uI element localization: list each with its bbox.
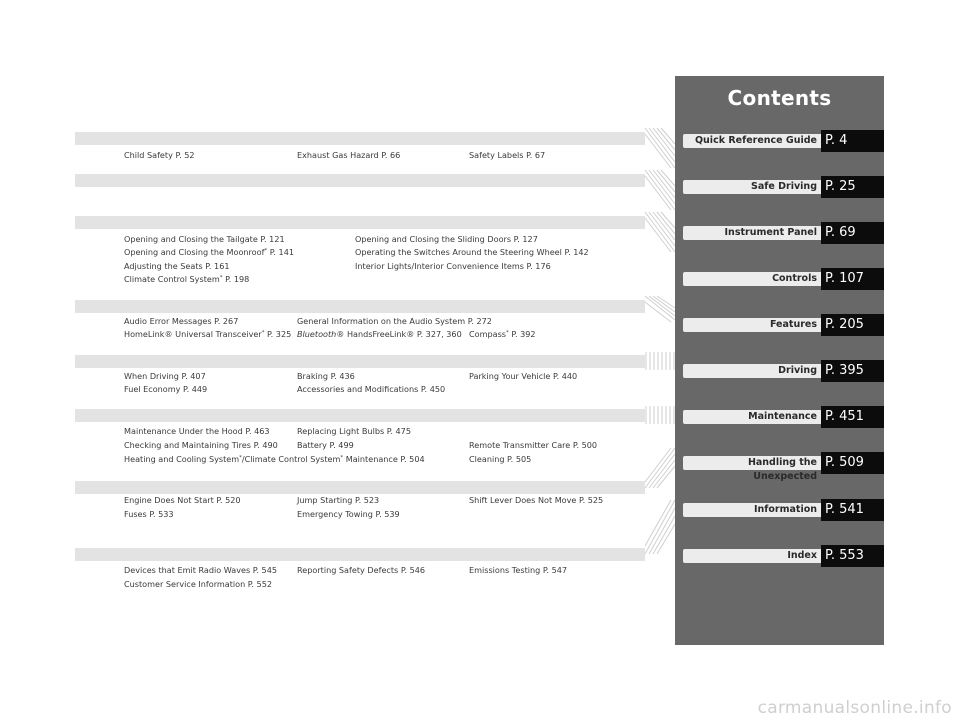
tab-page-number: P. 69 (821, 222, 884, 244)
section-band-driving (75, 355, 645, 368)
toc-entry[interactable]: Adjusting the Seats P. 161 (124, 261, 230, 271)
tab-features[interactable] (675, 314, 884, 336)
toc-entry[interactable]: Checking and Maintaining Tires P. 490 (124, 440, 278, 450)
toc-entry[interactable]: Engine Does Not Start P. 520 (124, 495, 241, 505)
option-asterisk: * (340, 455, 344, 461)
toc-entry[interactable]: Braking P. 436 (297, 371, 355, 381)
hatch-connector (645, 170, 679, 210)
toc-entry[interactable]: Battery P. 499 (297, 440, 354, 450)
toc-entry-page: P. 392 (511, 329, 536, 339)
hatch-connector (645, 406, 679, 446)
toc-entry[interactable]: Exhaust Gas Hazard P. 66 (297, 150, 401, 160)
tab-index[interactable] (675, 545, 884, 567)
tab-safe-driving[interactable] (675, 176, 884, 198)
toc-entry[interactable]: Jump Starting P. 523 (297, 495, 380, 505)
section-band-information (75, 548, 645, 561)
tab-label: Controls (683, 272, 821, 286)
section-band-instrument-panel (75, 174, 645, 187)
toc-entry-text: HomeLink® Universal Transceiver (124, 329, 262, 339)
option-asterisk: * (261, 330, 265, 336)
toc-entry[interactable]: Audio Error Messages P. 267 (124, 316, 239, 326)
toc-entry-page: Maintenance P. 504 (345, 454, 425, 464)
toc-entry[interactable] (124, 454, 425, 464)
tab-label: Index (683, 549, 821, 563)
option-asterisk: * (239, 455, 242, 461)
tab-page-number: P. 4 (821, 130, 884, 152)
toc-entry[interactable]: When Driving P. 407 (124, 371, 206, 381)
tab-page-number: P. 395 (821, 360, 884, 382)
option-asterisk: * (506, 330, 509, 336)
tab-label: Maintenance (683, 410, 821, 424)
toc-entry[interactable] (124, 247, 294, 257)
tab-controls[interactable] (675, 268, 884, 290)
toc-entry[interactable]: Parking Your Vehicle P. 440 (469, 371, 578, 381)
toc-entry-page: P. 141 (269, 247, 294, 257)
option-asterisk: * (264, 248, 268, 254)
tab-instrument-panel[interactable] (675, 222, 884, 244)
toc-entry[interactable] (297, 329, 462, 339)
tab-page-number: P. 451 (821, 406, 884, 428)
toc-entry[interactable]: Fuses P. 533 (124, 509, 174, 519)
toc-entry-page: P. 198 (225, 274, 250, 284)
toc-entry[interactable]: Remote Transmitter Care P. 500 (469, 440, 598, 450)
section-band-handling-unexpected (75, 481, 645, 494)
toc-entry-text: Bluetooth® (297, 329, 345, 339)
section-band-maintenance (75, 409, 645, 422)
hatch-connector (645, 128, 679, 168)
toc-entry[interactable]: Reporting Safety Defects P. 546 (297, 565, 426, 575)
tab-label: Driving (683, 364, 821, 378)
tab-label: Features (683, 318, 821, 332)
toc-entry[interactable]: Fuel Economy P. 449 (124, 384, 208, 394)
tab-page-number: P. 553 (821, 545, 884, 567)
watermark: carmanualsonline.info (757, 698, 952, 718)
tab-page-number: P. 25 (821, 176, 884, 198)
tab-maintenance[interactable] (675, 406, 884, 428)
section-band-controls (75, 216, 645, 229)
toc-entry-text: Compass (469, 329, 507, 339)
hatch-connector (645, 294, 679, 334)
tab-handling-the-unexpected[interactable] (675, 452, 884, 482)
hatch-connector (645, 212, 679, 252)
toc-entry-text: /Climate Control System (241, 454, 341, 464)
toc-entry-page: HandsFreeLink® P. 327, 360 (346, 329, 462, 339)
toc-entry[interactable]: Accessories and Modifications P. 450 (297, 384, 446, 394)
toc-entry-text: Opening and Closing the Moonroof (124, 247, 265, 257)
toc-entry-page: P. 325 (267, 329, 292, 339)
tab-label: Safe Driving (683, 180, 821, 194)
toc-entry[interactable]: Cleaning P. 505 (469, 454, 532, 464)
toc-entry[interactable]: Child Safety P. 52 (124, 150, 195, 160)
hatch-connector (645, 448, 679, 488)
toc-entry[interactable]: Customer Service Information P. 552 (124, 579, 273, 589)
toc-entry[interactable]: Emergency Towing P. 539 (297, 509, 400, 519)
tab-label: Handling the Unexpected (683, 456, 821, 470)
toc-entry[interactable]: Maintenance Under the Hood P. 463 (124, 426, 270, 436)
toc-entry[interactable] (124, 329, 291, 339)
toc-entry[interactable]: Opening and Closing the Sliding Doors P. 127 (355, 234, 538, 244)
toc-entry[interactable]: Operating the Switches Around the Steering Wheel P. 142 (355, 247, 589, 257)
hatch-connector (645, 500, 679, 540)
page-title: Contents (727, 86, 832, 110)
tab-page-number: P. 541 (821, 499, 884, 521)
toc-entry[interactable] (124, 274, 249, 284)
toc-entry-text: Climate Control System (124, 274, 220, 284)
tab-quick-reference-guide[interactable] (675, 130, 884, 152)
tab-label: Information (683, 503, 821, 517)
section-band-safe-driving (75, 132, 645, 145)
toc-entry[interactable] (469, 329, 536, 339)
hatch-connector (645, 352, 679, 392)
tab-driving[interactable] (675, 360, 884, 382)
toc-entry[interactable]: Safety Labels P. 67 (469, 150, 546, 160)
toc-entry[interactable]: Emissions Testing P. 547 (469, 565, 568, 575)
option-asterisk: * (219, 275, 223, 281)
tab-page-number: P. 205 (821, 314, 884, 336)
tab-label: Quick Reference Guide (683, 134, 821, 148)
toc-entry[interactable]: Shift Lever Does Not Move P. 525 (469, 495, 604, 505)
tab-page-number: P. 107 (821, 268, 884, 290)
toc-entry[interactable]: Replacing Light Bulbs P. 475 (297, 426, 411, 436)
toc-entry[interactable]: Interior Lights/Interior Convenience Items P. 176 (355, 261, 551, 271)
tab-page-number: P. 509 (821, 452, 884, 474)
toc-entry[interactable]: Opening and Closing the Tailgate P. 121 (124, 234, 285, 244)
tab-label: Instrument Panel (683, 226, 821, 240)
toc-entry[interactable]: General Information on the Audio System P. 272 (297, 316, 492, 326)
tab-information[interactable] (675, 499, 884, 521)
toc-entry-text: Heating and Cooling System (124, 454, 240, 464)
toc-entry[interactable]: Devices that Emit Radio Waves P. 545 (124, 565, 278, 575)
section-band-features (75, 300, 645, 313)
